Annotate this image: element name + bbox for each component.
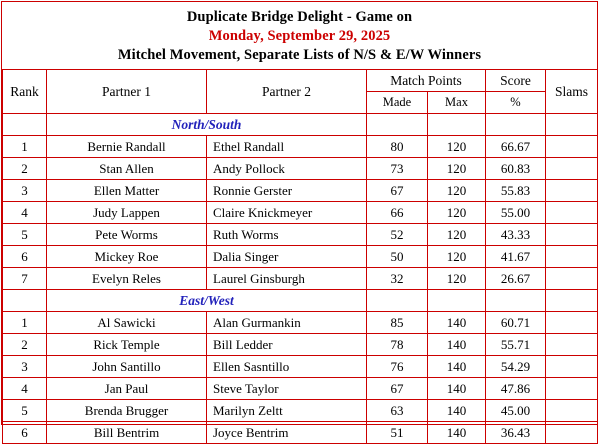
table-row <box>3 400 598 422</box>
section-rank-blank <box>3 290 47 312</box>
header-max: Max <box>428 92 486 114</box>
cell-max: 120 <box>428 268 486 290</box>
header-made: Made <box>367 92 428 114</box>
section-slams-blank <box>546 290 598 312</box>
cell-max: 140 <box>428 334 486 356</box>
cell-rank: 2 <box>3 158 47 180</box>
results-sheet <box>1 1 598 440</box>
cell-rank: 4 <box>3 202 47 224</box>
cell-rank: 2 <box>3 334 47 356</box>
header-partner2: Partner 2 <box>207 70 367 114</box>
cell-max: 140 <box>428 422 486 444</box>
header-slams: Slams <box>546 70 598 114</box>
cell-max: 120 <box>428 246 486 268</box>
cell-partner1: Stan Allen <box>47 158 207 180</box>
results-table <box>2 69 598 444</box>
cell-made: 52 <box>367 224 428 246</box>
cell-partner1: Judy Lappen <box>47 202 207 224</box>
table-row <box>3 180 598 202</box>
cell-made: 76 <box>367 356 428 378</box>
table-row <box>3 224 598 246</box>
cell-partner2: Andy Pollock <box>207 158 367 180</box>
cell-partner2: Ruth Worms <box>207 224 367 246</box>
cell-slams <box>546 224 598 246</box>
header-match-points: Match Points <box>367 70 486 92</box>
cell-max: 140 <box>428 378 486 400</box>
cell-score: 47.86 <box>486 378 546 400</box>
table-row <box>3 246 598 268</box>
table-row <box>3 312 598 334</box>
cell-max: 120 <box>428 224 486 246</box>
cell-slams <box>546 180 598 202</box>
cell-slams <box>546 400 598 422</box>
cell-rank: 6 <box>3 246 47 268</box>
table-row <box>3 136 598 158</box>
header-rank: Rank <box>3 70 47 114</box>
section-max-blank <box>428 290 486 312</box>
cell-rank: 7 <box>3 268 47 290</box>
table-row <box>3 202 598 224</box>
cell-slams <box>546 246 598 268</box>
cell-max: 140 <box>428 312 486 334</box>
section-made-blank <box>367 114 428 136</box>
section-row-north-south <box>3 114 598 136</box>
section-score-blank <box>486 290 546 312</box>
cell-slams <box>546 356 598 378</box>
cell-slams <box>546 136 598 158</box>
section-label: North/South <box>47 114 367 136</box>
cell-made: 67 <box>367 378 428 400</box>
table-row <box>3 422 598 444</box>
cell-rank: 6 <box>3 422 47 444</box>
section-row-east-west <box>3 290 598 312</box>
cell-partner1: Bernie Randall <box>47 136 207 158</box>
header-row-1 <box>3 70 598 92</box>
cell-partner2: Alan Gurmankin <box>207 312 367 334</box>
cell-partner1: Bill Bentrim <box>47 422 207 444</box>
cell-made: 78 <box>367 334 428 356</box>
cell-partner2: Joyce Bentrim <box>207 422 367 444</box>
cell-score: 45.00 <box>486 400 546 422</box>
cell-max: 140 <box>428 356 486 378</box>
cell-max: 120 <box>428 180 486 202</box>
cell-partner1: Brenda Brugger <box>47 400 207 422</box>
cell-partner1: Al Sawicki <box>47 312 207 334</box>
cell-partner1: Ellen Matter <box>47 180 207 202</box>
cell-partner2: Ronnie Gerster <box>207 180 367 202</box>
cell-partner1: Pete Worms <box>47 224 207 246</box>
cell-made: 32 <box>367 268 428 290</box>
cell-slams <box>546 334 598 356</box>
table-row <box>3 158 598 180</box>
title-block <box>2 2 597 69</box>
cell-rank: 3 <box>3 356 47 378</box>
cell-score: 60.71 <box>486 312 546 334</box>
cell-max: 120 <box>428 202 486 224</box>
cell-made: 50 <box>367 246 428 268</box>
header-score-unit: % <box>486 92 546 114</box>
cell-max: 140 <box>428 400 486 422</box>
title-line-1: Duplicate Bridge Delight - Game on <box>186 9 413 25</box>
table-body <box>3 70 598 444</box>
header-partner1: Partner 1 <box>47 70 207 114</box>
cell-max: 120 <box>428 136 486 158</box>
cell-score: 36.43 <box>486 422 546 444</box>
cell-partner1: Evelyn Reles <box>47 268 207 290</box>
cell-partner2: Steve Taylor <box>207 378 367 400</box>
cell-made: 63 <box>367 400 428 422</box>
title-line-2-date: Monday, September 29, 2025 <box>208 28 391 44</box>
section-slams-blank <box>546 114 598 136</box>
cell-max: 120 <box>428 158 486 180</box>
cell-score: 55.83 <box>486 180 546 202</box>
section-label: East/West <box>47 290 367 312</box>
cell-partner1: Mickey Roe <box>47 246 207 268</box>
cell-slams <box>546 422 598 444</box>
cell-score: 43.33 <box>486 224 546 246</box>
cell-made: 66 <box>367 202 428 224</box>
cell-partner2: Ellen Sasntillo <box>207 356 367 378</box>
cell-slams <box>546 202 598 224</box>
table-row <box>3 334 598 356</box>
cell-made: 51 <box>367 422 428 444</box>
cell-partner1: John Santillo <box>47 356 207 378</box>
cell-partner2: Bill Ledder <box>207 334 367 356</box>
cell-partner2: Ethel Randall <box>207 136 367 158</box>
cell-score: 26.67 <box>486 268 546 290</box>
cell-partner2: Claire Knickmeyer <box>207 202 367 224</box>
cell-made: 85 <box>367 312 428 334</box>
cell-score: 54.29 <box>486 356 546 378</box>
header-score: Score <box>486 70 546 92</box>
cell-score: 60.83 <box>486 158 546 180</box>
cell-made: 67 <box>367 180 428 202</box>
cell-rank: 5 <box>3 400 47 422</box>
cell-rank: 1 <box>3 312 47 334</box>
cell-rank: 3 <box>3 180 47 202</box>
cell-rank: 4 <box>3 378 47 400</box>
cell-rank: 5 <box>3 224 47 246</box>
cell-partner2: Dalia Singer <box>207 246 367 268</box>
cell-score: 55.00 <box>486 202 546 224</box>
cell-slams <box>546 312 598 334</box>
cell-score: 66.67 <box>486 136 546 158</box>
table-row <box>3 378 598 400</box>
section-score-blank <box>486 114 546 136</box>
cell-slams <box>546 378 598 400</box>
section-made-blank <box>367 290 428 312</box>
cell-rank: 1 <box>3 136 47 158</box>
table-row <box>3 268 598 290</box>
cell-partner2: Laurel Ginsburgh <box>207 268 367 290</box>
cell-partner1: Jan Paul <box>47 378 207 400</box>
title-line-3-movement: Mitchel Movement, Separate Lists of N/S & E/W Winners <box>117 47 482 63</box>
section-max-blank <box>428 114 486 136</box>
section-rank-blank <box>3 114 47 136</box>
cell-score: 55.71 <box>486 334 546 356</box>
cell-score: 41.67 <box>486 246 546 268</box>
cell-partner1: Rick Temple <box>47 334 207 356</box>
cell-made: 73 <box>367 158 428 180</box>
table-row <box>3 356 598 378</box>
cell-partner2: Marilyn Zeltt <box>207 400 367 422</box>
cell-slams <box>546 268 598 290</box>
cell-slams <box>546 158 598 180</box>
cell-made: 80 <box>367 136 428 158</box>
